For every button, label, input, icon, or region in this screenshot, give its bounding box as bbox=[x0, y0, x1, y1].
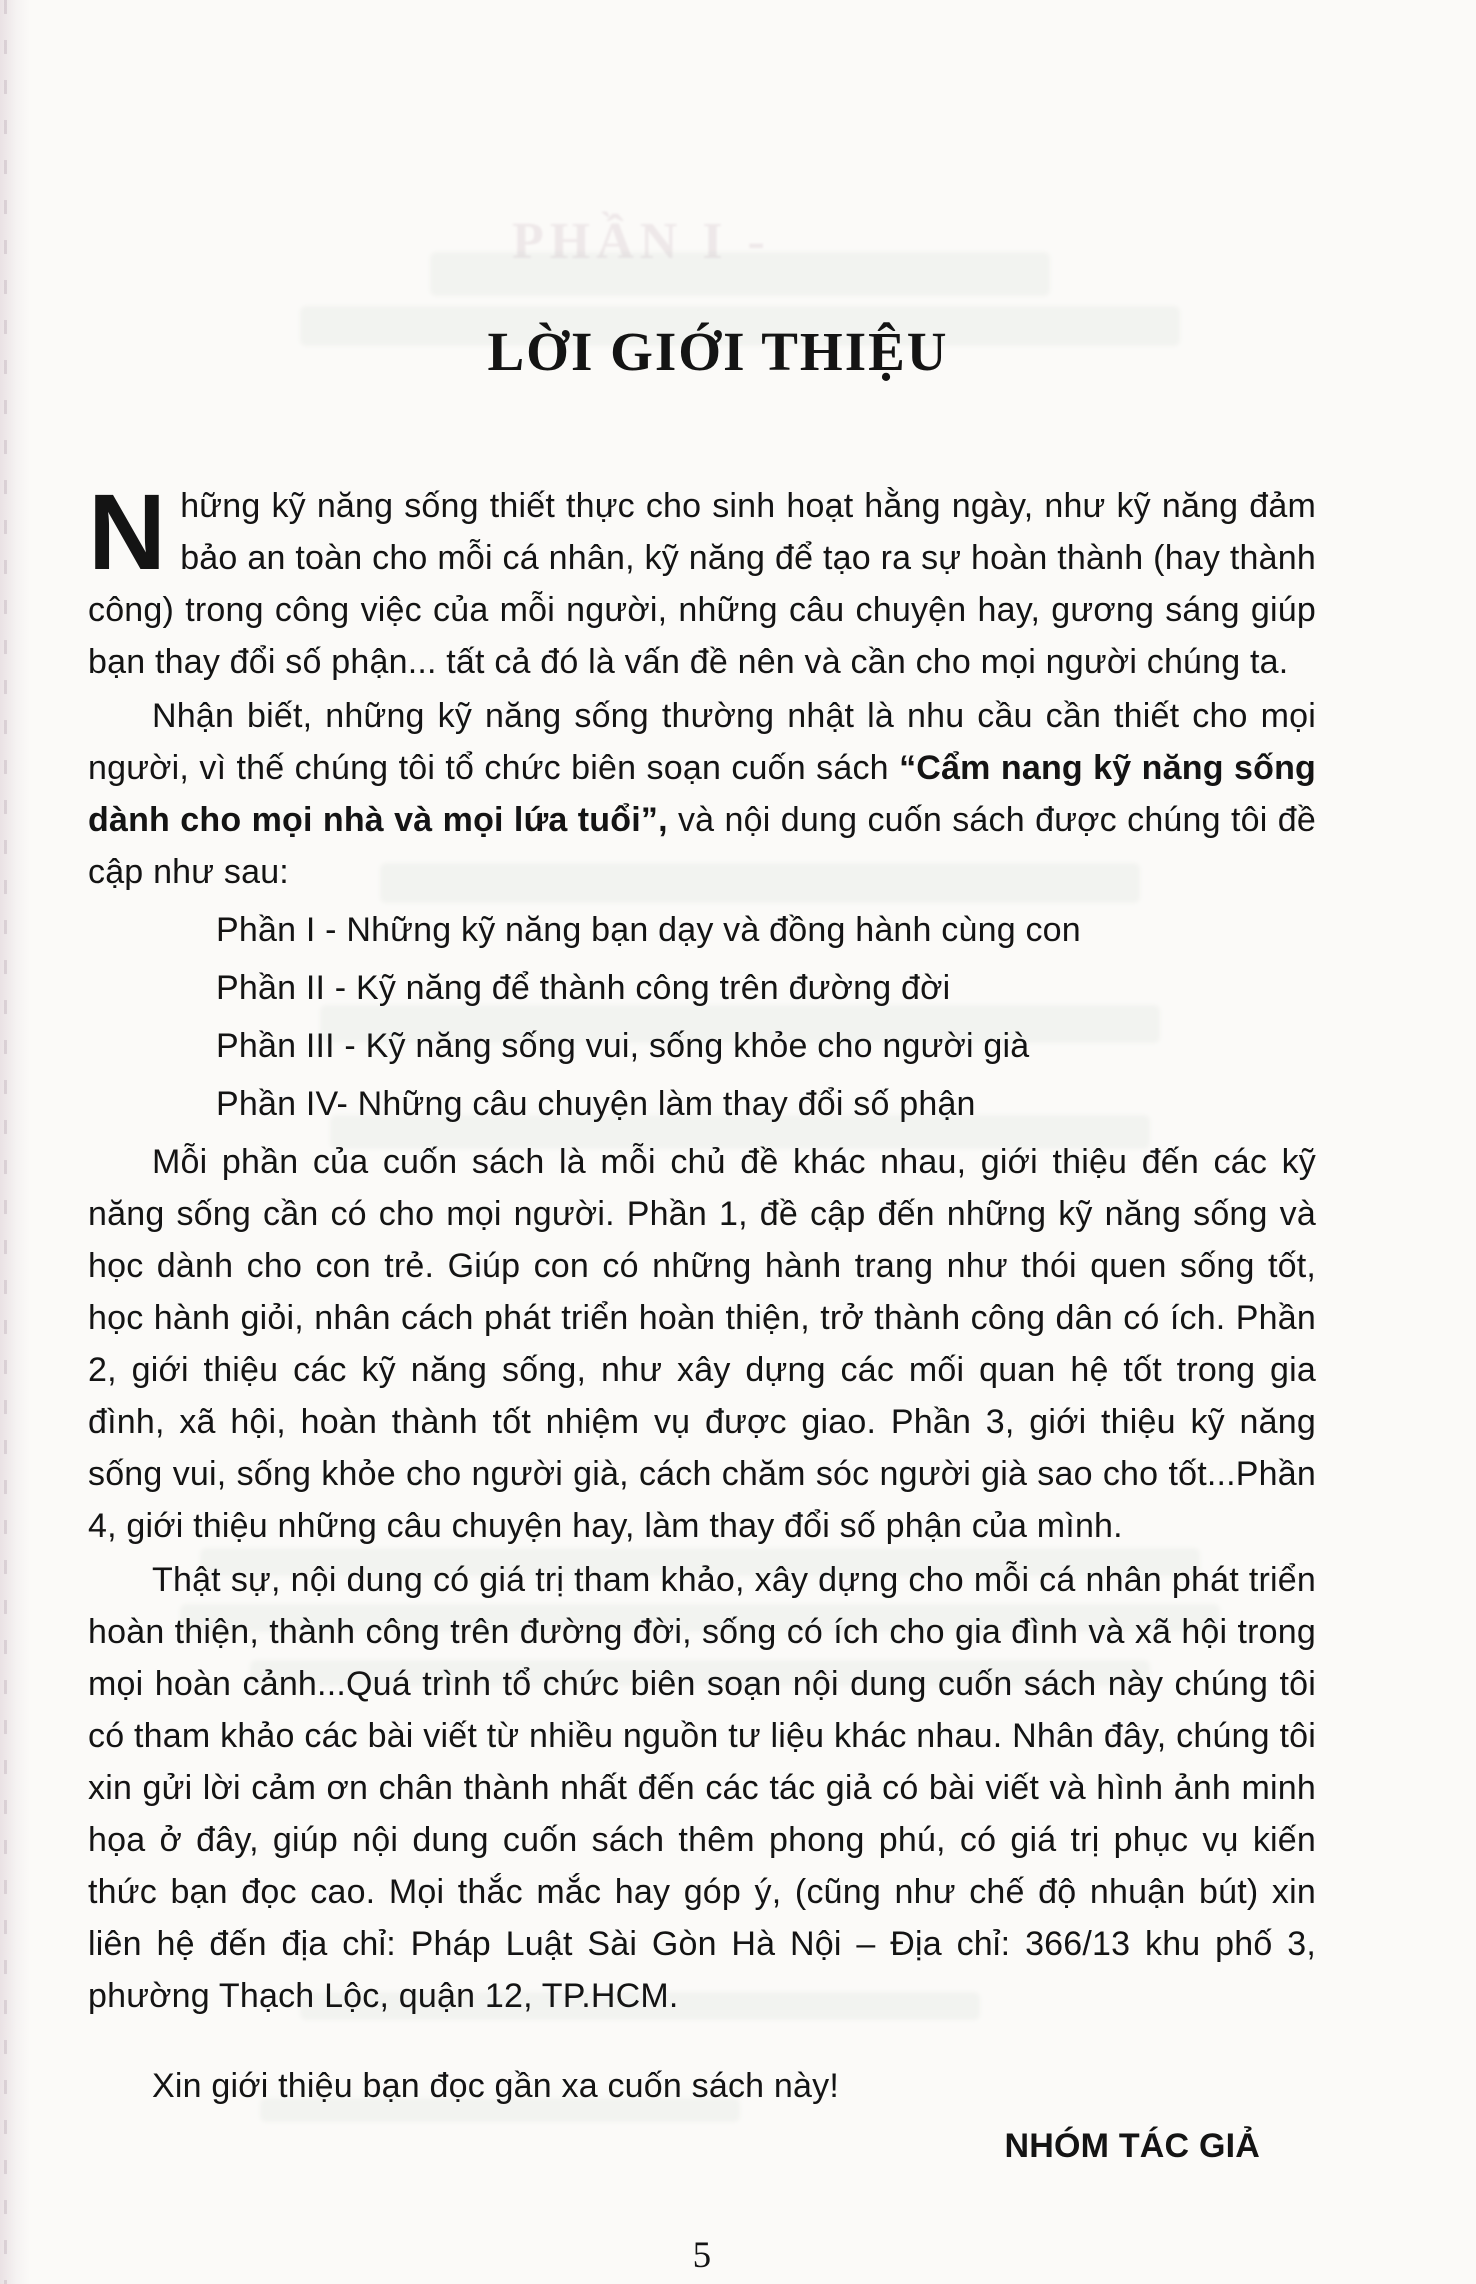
list-item-part-1: Phần I - Những kỹ năng bạn dạy và đồng hành cùng con bbox=[216, 911, 1081, 949]
dropcap-letter: N bbox=[88, 471, 167, 592]
list-item-part-4: Phần IV- Những câu chuyện làm thay đổi số phận bbox=[216, 1085, 976, 1123]
scan-edge-artifact bbox=[0, 0, 30, 2284]
intro-paragraph-3: Mỗi phần của cuốn sách là mỗi chủ đề khác nhau, giới thiệu đến các kỹ năng sống cần có cho mọi người. Phần 1, đề cập đến những kỹ năng sống và học dành cho con trẻ. Giúp con có những hành trang như thói quen sống tốt, học hành giỏi, nhân cách phát triển hoàn thiện, trở thành công dân có ích. Phần 2, giới thiệu các kỹ năng sống, như xây dựng các mối quan hệ tốt trong gia đình, xã hội, hoàn thành tốt nhiệm vụ được giao. Phần 3, giới thiệu kỹ năng sống vui, sống khỏe cho người già, cách chăm sóc người già sao cho tốt...Phần 4, giới thiệu những câu chuyện hay, làm thay đổi số phận của mình. bbox=[88, 1143, 1316, 1545]
paragraph-text: và nội dung cuốn sách được chúng tôi đề cập như sau: bbox=[88, 801, 1316, 891]
paragraph-text: Nhận biết, những kỹ năng sống thường nhật là nhu cầu cần thiết cho mọi người, vì thế chúng tôi tổ chức biên soạn cuốn sách bbox=[88, 697, 1316, 787]
parts-list bbox=[216, 904, 1316, 1130]
paragraph-text: hững kỹ năng sống thiết thực cho sinh hoạt hằng ngày, như kỹ năng đảm bảo an toàn cho mỗi cá nhân, kỹ năng để tạo ra sự hoàn thành (hay thành công) trong công việc của mỗi người, những câu chuyện hay, gương sáng giúp bạn thay đổi số phận... tất cả đó là vấn đề nên và cần cho mọi người chúng ta. bbox=[88, 487, 1316, 681]
intro-paragraph-2 bbox=[88, 690, 1316, 898]
author-signature: NHÓM TÁC GIẢ bbox=[1004, 2127, 1260, 2165]
list-item-part-3: Phần III - Kỹ năng sống vui, sống khỏe cho người già bbox=[216, 1027, 1030, 1065]
intro-paragraph-4: Thật sự, nội dung có giá trị tham khảo, xây dựng cho mỗi cá nhân phát triển hoàn thiện, thành công trên đường đời, sống có ích cho gia đình và xã hội trong mọi hoàn cảnh...Quá trình tổ chức biên soạn nội dung cuốn sách này chúng tôi có tham khảo các bài viết từ nhiều nguồn tư liệu khác nhau. Nhân đây, chúng tôi xin gửi lời cảm ơn chân thành nhất đến các tác giả có bài viết và hình ảnh minh họa ở đây, giúp nội dung cuốn sách thêm phong phú, có giá trị phục vụ kiến thức bạn đọc cao. Mọi thắc mắc hay góp ý, (cũng như chế độ nhuận bút) xin liên hệ đến địa chỉ: Pháp Luật Sài Gòn Hà Nội – Địa chỉ: 366/13 khu phố 3, phường Thạch Lộc, quận 12, TP.HCM. bbox=[88, 1561, 1316, 2015]
list-item-part-2: Phần II - Kỹ năng để thành công trên đường đời bbox=[216, 969, 951, 1007]
bleed-through-ghost-text: PHẦN I - bbox=[512, 213, 771, 270]
page-title: LỜI GIỚI THIỆU bbox=[487, 321, 949, 382]
intro-paragraph-1 bbox=[88, 471, 1316, 688]
page-number: 5 bbox=[692, 2235, 712, 2276]
bleed-through-artifact bbox=[430, 252, 1050, 296]
closing-line: Xin giới thiệu bạn đọc gần xa cuốn sách này! bbox=[152, 2067, 839, 2105]
book-title-inline: “Cẩm nang kỹ năng sống dành cho mọi nhà và mọi lứa tuổi”, bbox=[88, 749, 1317, 839]
page-content bbox=[88, 322, 1316, 2282]
